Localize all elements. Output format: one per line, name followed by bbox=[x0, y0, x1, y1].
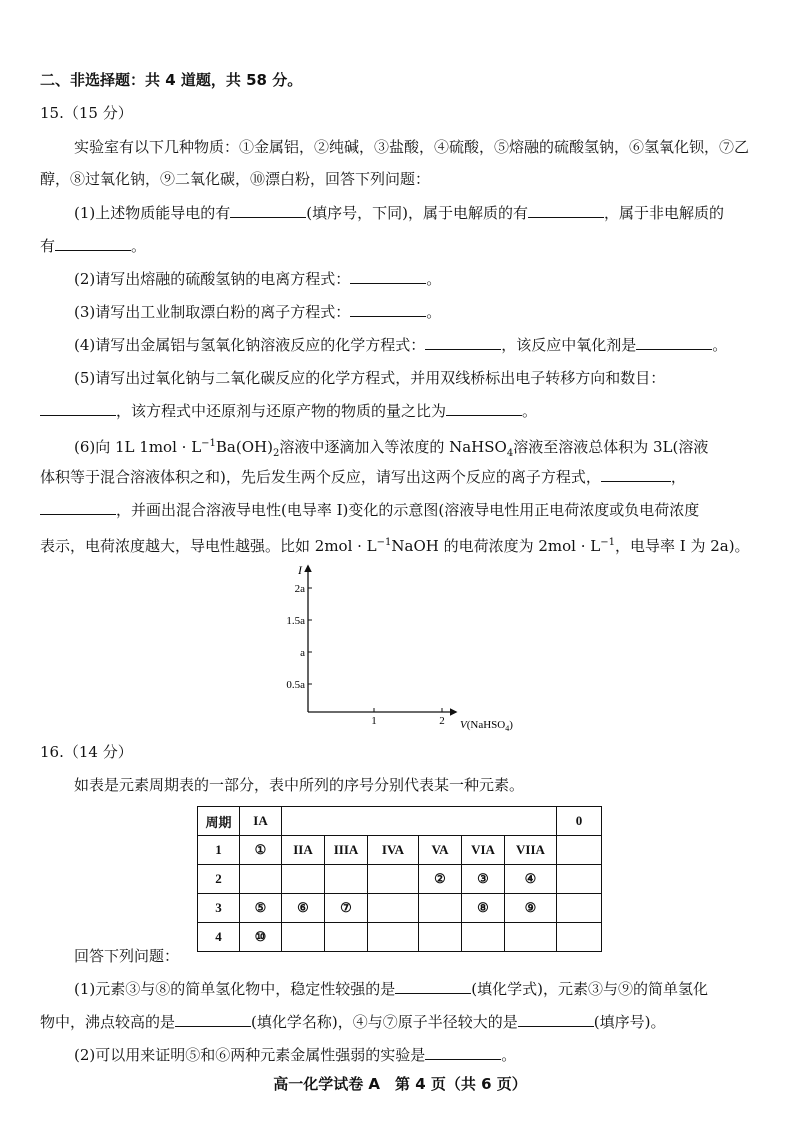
text: ，并画出混合溶液导电性(电导率 I)变化的示意图(溶液导电性用正电荷浓度或负电荷浓度 bbox=[116, 501, 700, 519]
q15-part6-line4 bbox=[40, 533, 750, 556]
text: ， bbox=[670, 468, 686, 486]
answer-blank[interactable] bbox=[350, 302, 426, 317]
q15-part6-line1 bbox=[74, 434, 708, 464]
answer-blank[interactable] bbox=[40, 500, 116, 515]
text: (1)元素③与⑧的简单氢化物中，稳定性较强的是 bbox=[74, 980, 396, 998]
text: 体积等于混合溶液体积之和)，先后发生两个反应，请写出这两个反应的离子方程式， bbox=[40, 468, 601, 486]
table-cell: 0 bbox=[557, 807, 602, 836]
table-cell bbox=[419, 923, 462, 952]
q15-part1-line1 bbox=[74, 203, 724, 223]
table-cell: 1 bbox=[198, 836, 240, 865]
text: ，电导率 I 为 2a)。 bbox=[614, 537, 750, 555]
table-cell: IIIA bbox=[325, 836, 368, 865]
conductivity-graph bbox=[270, 560, 540, 735]
table-row bbox=[198, 894, 602, 923]
text: (填序号)。 bbox=[593, 1013, 666, 1031]
text: NaOH 的电荷浓度为 2mol · L bbox=[391, 537, 601, 555]
table-cell: ④ bbox=[505, 865, 557, 894]
answer-blank[interactable] bbox=[175, 1012, 251, 1027]
answer-blank[interactable] bbox=[395, 979, 471, 994]
text: 溶液至溶液总体积为 3L(溶液 bbox=[513, 438, 709, 456]
q16-heading: 16.（14 分） bbox=[40, 743, 133, 761]
text: (4)请写出金属铝与氢氧化钠溶液反应的化学方程式： bbox=[74, 336, 426, 354]
table-cell bbox=[557, 865, 602, 894]
answer-blank[interactable] bbox=[425, 335, 501, 350]
q15-heading: 15.（15 分） bbox=[40, 104, 133, 122]
table-cell: ⑦ bbox=[325, 894, 368, 923]
text: 溶液中逐滴加入等浓度的 NaHSO bbox=[279, 438, 507, 456]
table-cell: ③ bbox=[462, 865, 505, 894]
table-cell: ① bbox=[240, 836, 282, 865]
text: 物中，沸点较高的是 bbox=[40, 1013, 176, 1031]
answer-blank[interactable] bbox=[636, 335, 712, 350]
x-axis-label-mid: (NaHSO bbox=[466, 719, 506, 731]
answer-blank[interactable] bbox=[518, 1012, 594, 1027]
text: ，该反应中氧化剂是 bbox=[501, 336, 637, 354]
table-cell bbox=[557, 894, 602, 923]
text: 有 bbox=[40, 237, 56, 255]
table-cell: VIA bbox=[462, 836, 505, 865]
table-cell bbox=[368, 865, 419, 894]
q15-intro-line1: 实验室有以下几种物质：①金属铝，②纯碱，③盐酸，④硫酸，⑤熔融的硫酸氢钠，⑥氢氧化钡，⑦乙 bbox=[74, 138, 750, 156]
table-cell bbox=[505, 923, 557, 952]
table-cell: VA bbox=[419, 836, 462, 865]
subscript: 2 bbox=[272, 448, 280, 459]
superscript: −1 bbox=[376, 537, 392, 548]
answer-blank[interactable] bbox=[446, 401, 522, 416]
answer-blank[interactable] bbox=[55, 236, 131, 251]
q15-part3 bbox=[74, 302, 441, 322]
answer-blank[interactable] bbox=[350, 269, 426, 284]
superscript: −1 bbox=[201, 438, 216, 449]
text: 。 bbox=[501, 1046, 517, 1064]
table-row bbox=[198, 923, 602, 952]
answer-blank[interactable] bbox=[40, 401, 116, 416]
q15-part5-line2 bbox=[40, 401, 537, 421]
table-cell: 3 bbox=[198, 894, 240, 923]
table-cell: ⑩ bbox=[240, 923, 282, 952]
q15-part2 bbox=[74, 269, 441, 289]
q16-part2 bbox=[74, 1045, 516, 1065]
q15-part6-line2 bbox=[40, 467, 686, 487]
y-tick-label: a bbox=[300, 647, 305, 659]
table-cell bbox=[325, 923, 368, 952]
text: (填化学式)，元素③与⑨的简单氢化 bbox=[471, 980, 708, 998]
table-cell: IA bbox=[240, 807, 282, 836]
table-row bbox=[198, 865, 602, 894]
table-cell bbox=[462, 923, 505, 952]
text: 。 bbox=[712, 336, 728, 354]
text: ，属于非电解质的 bbox=[603, 204, 724, 222]
text: (2)请写出熔融的硫酸氢钠的电离方程式： bbox=[74, 270, 351, 288]
table-cell bbox=[419, 894, 462, 923]
table-cell: IIA bbox=[282, 836, 325, 865]
q16-answer-intro: 回答下列问题： bbox=[74, 947, 180, 965]
table-cell: VIIA bbox=[505, 836, 557, 865]
text: (2)可以用来证明⑤和⑥两种元素金属性强弱的实验是 bbox=[74, 1046, 426, 1064]
table-cell: ⑥ bbox=[282, 894, 325, 923]
answer-blank[interactable] bbox=[425, 1045, 501, 1060]
page-footer: 高一化学试卷 A 第 4 页（共 6 页） bbox=[273, 1075, 527, 1093]
q16-part1-line2 bbox=[40, 1012, 665, 1032]
x-axis-label-sub: 4 bbox=[505, 724, 510, 733]
text: 。 bbox=[131, 237, 147, 255]
section-header: 二、非选择题：共 4 道题，共 58 分。 bbox=[40, 71, 303, 89]
text: 表示，电荷浓度越大，导电性越强。比如 2mol · L bbox=[40, 537, 377, 555]
table-cell bbox=[368, 923, 419, 952]
text: ，该方程式中还原剂与还原产物的物质的量之比为 bbox=[116, 402, 447, 420]
x-tick-label: 1 bbox=[371, 715, 377, 727]
table-cell: 4 bbox=[198, 923, 240, 952]
q15-part4 bbox=[74, 335, 727, 355]
table-cell bbox=[557, 836, 602, 865]
answer-blank[interactable] bbox=[528, 203, 604, 218]
table-cell bbox=[557, 923, 602, 952]
text: (3)请写出工业制取漂白粉的离子方程式： bbox=[74, 303, 351, 321]
superscript: −1 bbox=[600, 537, 615, 548]
q15-part1-line2 bbox=[40, 236, 146, 256]
q15-part6-line3 bbox=[40, 500, 699, 520]
table-cell: IVA bbox=[368, 836, 419, 865]
table-cell bbox=[282, 865, 325, 894]
y-tick-label: 0.5a bbox=[286, 679, 305, 691]
text: 。 bbox=[426, 270, 442, 288]
table-cell bbox=[325, 865, 368, 894]
x-axis-label-var: V bbox=[460, 719, 467, 731]
table-cell bbox=[240, 865, 282, 894]
table-cell bbox=[282, 923, 325, 952]
x-tick-label: 2 bbox=[439, 715, 445, 727]
x-axis-label bbox=[460, 719, 513, 733]
table-cell bbox=[282, 807, 557, 836]
answer-blank[interactable] bbox=[601, 467, 671, 482]
y-tick-label: 1.5a bbox=[286, 615, 305, 627]
text: Ba(OH) bbox=[215, 438, 273, 456]
text: (填序号，下同)，属于电解质的有 bbox=[306, 204, 528, 222]
q15-intro-line2: 醇，⑧过氧化钠，⑨二氧化碳，⑩漂白粉，回答下列问题： bbox=[40, 170, 431, 188]
q16-part1-line1 bbox=[74, 979, 708, 999]
y-tick-label: 2a bbox=[294, 583, 305, 595]
text: 。 bbox=[522, 402, 538, 420]
table-cell: 2 bbox=[198, 865, 240, 894]
q15-part5-line1: (5)请写出过氧化钠与二氧化碳反应的化学方程式，并用双线桥标出电子转移方向和数目： bbox=[74, 369, 666, 387]
table-row bbox=[198, 836, 602, 865]
table-cell: 周期 bbox=[198, 807, 240, 836]
subscript: 4 bbox=[506, 448, 514, 459]
y-axis-label: I bbox=[298, 563, 302, 577]
text: (6)向 1L 1mol · L bbox=[74, 438, 202, 456]
table-cell: ⑤ bbox=[240, 894, 282, 923]
text: (填化学名称)，④与⑦原子半径较大的是 bbox=[251, 1013, 518, 1031]
text: 。 bbox=[426, 303, 442, 321]
table-cell: ⑨ bbox=[505, 894, 557, 923]
table-cell: ② bbox=[419, 865, 462, 894]
table-cell: ⑧ bbox=[462, 894, 505, 923]
periodic-table bbox=[197, 806, 602, 952]
text: (1)上述物质能导电的有 bbox=[74, 204, 231, 222]
answer-blank[interactable] bbox=[230, 203, 306, 218]
q16-intro: 如表是元素周期表的一部分，表中所列的序号分别代表某一种元素。 bbox=[74, 776, 525, 794]
table-row bbox=[198, 807, 602, 836]
table-cell bbox=[368, 894, 419, 923]
x-axis-label-post: ) bbox=[509, 719, 513, 731]
